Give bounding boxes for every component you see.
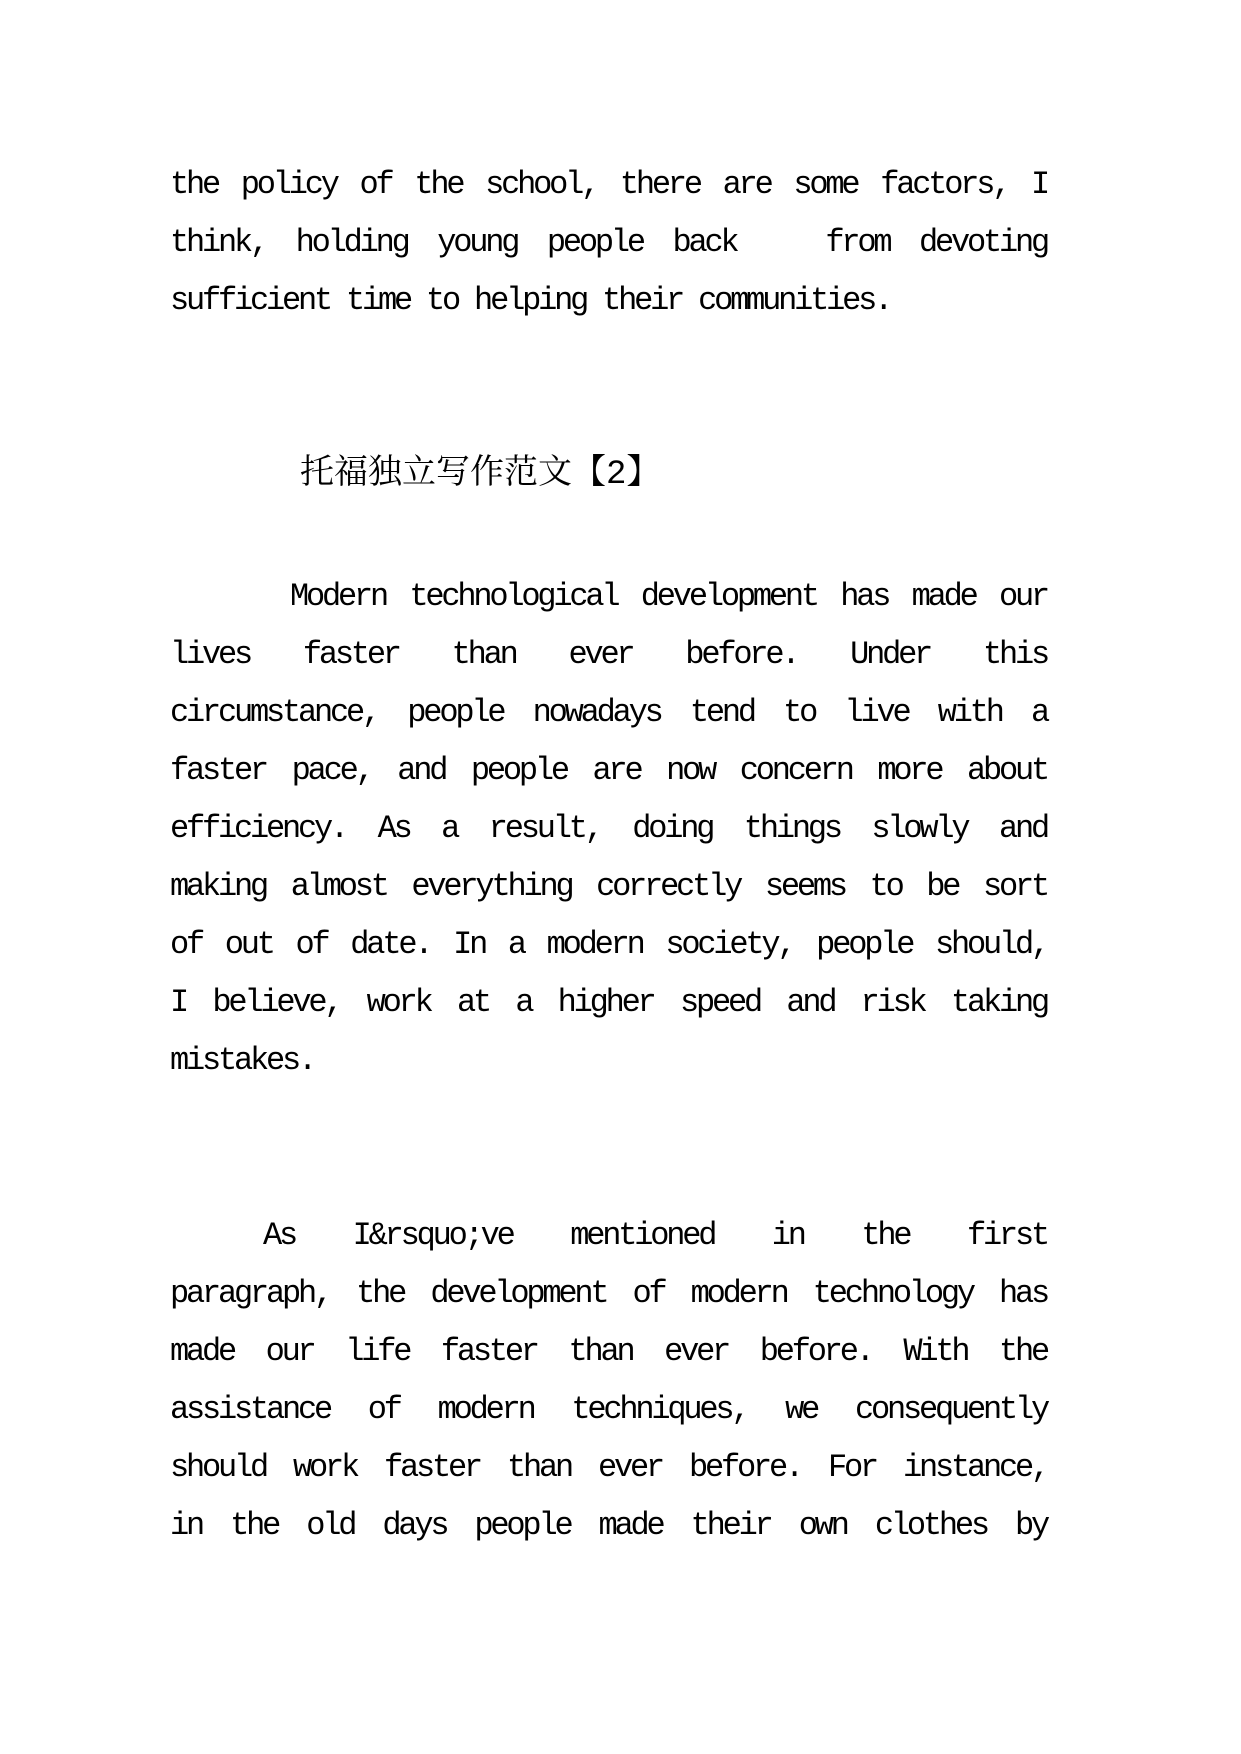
text-line: efficiency. As a result, doing things slowly and [170, 810, 1047, 847]
text-line: circumstance, people nowadays tend to live with a [170, 694, 1047, 731]
text-line: As I&rsquo;ve mentioned in the first [263, 1217, 1047, 1254]
paragraph-body [170, 568, 1047, 1090]
text-line: Modern technological development has made our [290, 578, 1047, 615]
text-line: assistance of modern techniques, we consequently [170, 1391, 1047, 1428]
text-line: of out of date. In a modern society, people should, [170, 926, 1047, 963]
text-line: made our life faster than ever before. With the [170, 1333, 1047, 1370]
section-heading: 托福独立写作范文【2】 [300, 456, 661, 494]
text-line: paragraph, the development of modern technology has [170, 1275, 1047, 1312]
paragraph-continued [170, 156, 1047, 330]
text-line: in the old days people made their own clothes by [170, 1507, 1047, 1544]
text-line: I believe, work at a higher speed and risk taking [170, 984, 1047, 1021]
text-line: the policy of the school, there are some factors, I [170, 166, 1047, 203]
text-line: should work faster than ever before. For instance, [170, 1449, 1047, 1486]
paragraph-body [170, 1207, 1047, 1555]
text-line: making almost everything correctly seems to be sort [170, 868, 1047, 905]
text-line: think, holding young people back from devoting [170, 224, 1047, 261]
text-line: lives faster than ever before. Under this [170, 636, 1047, 673]
text-line: faster pace, and people are now concern more about [170, 752, 1047, 789]
text-line: mistakes. [170, 1042, 315, 1079]
text-line: sufficient time to helping their communities. [170, 282, 891, 319]
